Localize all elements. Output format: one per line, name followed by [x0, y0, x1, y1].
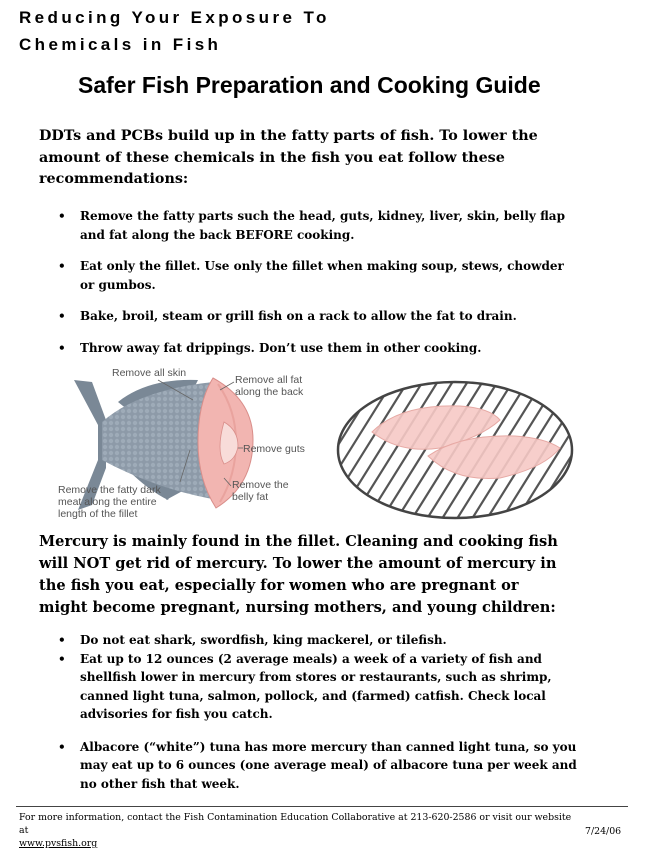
- list-item: • Do not eat shark, swordfish, king mackerel, or tilefish.: [58, 631, 578, 650]
- list-item: • Throw away fat drippings. Don’t use them in other cooking.: [58, 339, 578, 358]
- label-remove-belly-2: belly fat: [232, 491, 269, 503]
- list-item: • Bake, broil, steam or grill fish on a rack to allow the fat to drain.: [58, 307, 578, 326]
- footer-website-link[interactable]: www.pvsfish.org: [19, 838, 98, 849]
- label-remove-belly: Remove the: [232, 479, 289, 491]
- section2-intro: Mercury is mainly found in the fillet. Cleaning and cooking fish will NOT get rid of mercury. To lower the amount of mercury in the fish you eat, especially for women who are pregnant or might become pregnant, nursing mothers, and young children:: [39, 533, 558, 616]
- label-remove-fat-back-2: along the back: [235, 386, 304, 398]
- list-item: • Eat up to 12 ounces (2 average meals) a week of a variety of fish and shellfish lower in mercury from stores or restaurants, such as shrimp, canned light tuna, salmon, pollock, and (farmed) catfish. Check local advisories for fish you catch.: [58, 650, 578, 724]
- footer-text: [19, 811, 579, 850]
- label-remove-dark-meat: Remove the fatty dark: [58, 484, 161, 496]
- label-remove-skin: Remove all skin: [112, 367, 187, 379]
- header-line-2: Chemicals in Fish: [19, 35, 222, 54]
- footer-contact-text: For more information, contact the Fish Contamination Education Collaborative at 213-620-2586 or visit our website at: [19, 812, 572, 836]
- label-remove-dark-meat-2: meat along the entire: [58, 496, 157, 508]
- grill-diagram: [330, 360, 580, 525]
- section1-bullet-list: [58, 207, 578, 370]
- footer-divider: [16, 806, 628, 807]
- section2-bullet-list: [58, 631, 578, 793]
- header-line-1: Reducing Your Exposure To: [19, 8, 330, 27]
- list-item: • Remove the fatty parts such the head, guts, kidney, liver, skin, belly flap and fat along the back BEFORE cooking.: [58, 207, 578, 244]
- label-remove-fat-back: Remove all fat: [235, 374, 303, 386]
- list-item: • Albacore (“white”) tuna has more mercury than canned light tuna, so you may eat up to 6 ounces (one average meal) of albacore tuna per week and no other fish that week.: [58, 738, 578, 794]
- page-title: Safer Fish Preparation and Cooking Guide: [78, 72, 541, 98]
- label-remove-guts: Remove guts: [243, 443, 305, 455]
- fish-diagram: [48, 360, 338, 525]
- list-item: • Eat only the fillet. Use only the fillet when making soup, stews, chowder or gumbos.: [58, 257, 578, 294]
- label-remove-dark-meat-3: length of the fillet: [58, 508, 138, 520]
- section1-intro: DDTs and PCBs build up in the fatty parts of fish. To lower the amount of these chemicals in the fish you eat follow these recommendations:: [39, 128, 538, 187]
- footer-date: 7/24/06: [585, 826, 622, 837]
